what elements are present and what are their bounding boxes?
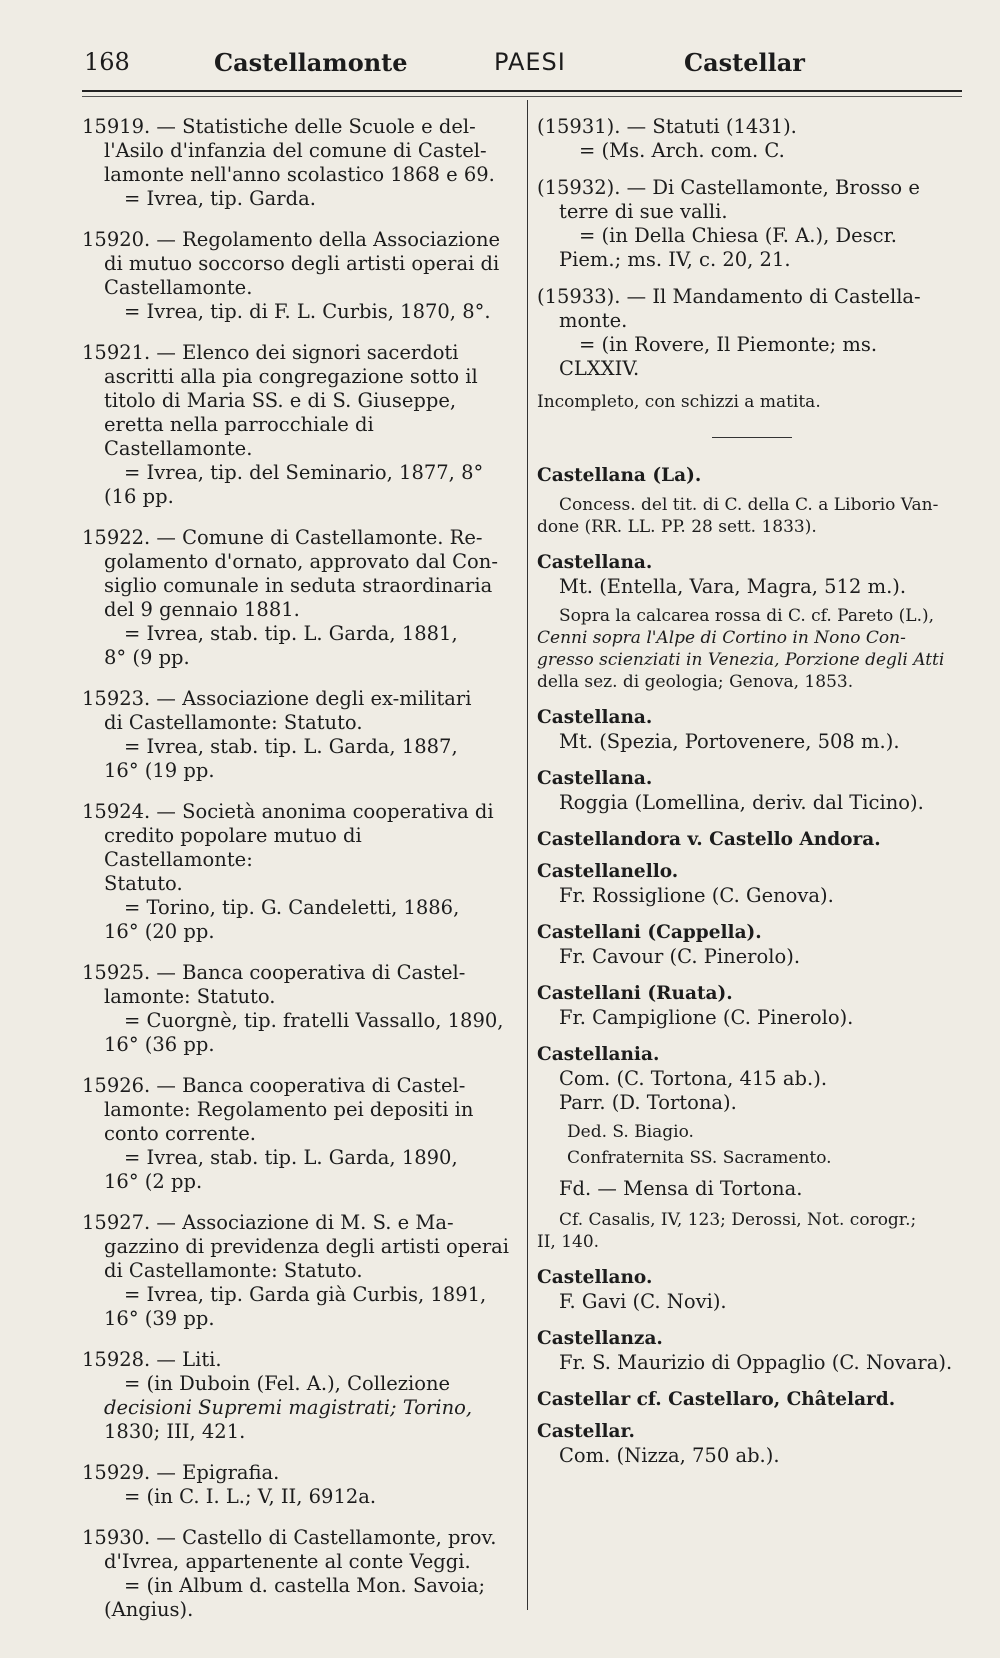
entry-line: lamonte: Regolamento pei depositi in (104, 1098, 474, 1121)
entry-note: Incompleto, con schizzi a matita. (537, 392, 821, 412)
entry-line: di Castellamonte: Statuto. (104, 711, 363, 734)
entry-heading: Castellandora v. Castello Andora. (537, 829, 881, 850)
entry-line: Confraternita SS. Sacramento. (567, 1148, 832, 1168)
entry-castellana-la (537, 464, 967, 538)
entry-heading: Castellar cf. Castellaro, Châtelard. (537, 1389, 896, 1410)
entry-line: done (RR. LL. PP. 28 sett. 1833). (537, 517, 817, 537)
entry-15933 (537, 285, 967, 413)
entry-castellana-spezia (537, 706, 967, 754)
entry-15919 (82, 115, 512, 211)
entry-line: 16° (36 pp. (104, 1033, 215, 1056)
entry-line: = Cuorgnè, tip. fratelli Vassallo, 1890, (124, 1009, 504, 1032)
entry-line: 15922. — Comune di Castellamonte. Re- (82, 526, 483, 549)
entry-heading: Castellar. (537, 1421, 635, 1442)
entry-line: 16° (2 pp. (104, 1170, 203, 1193)
entry-line: gresso scienziati in Venezia, Porzione degli Atti (537, 650, 945, 670)
entry-line: (15932). — Di Castellamonte, Brosso e (537, 176, 920, 199)
entry-line: 15920. — Regolamento della Associazione (82, 228, 501, 251)
entry-line: l'Asilo d'infanzia del comune di Castel- (104, 139, 487, 162)
header-center-title: PAESI (494, 48, 566, 76)
left-column (82, 115, 512, 1639)
page-number: 168 (84, 48, 130, 76)
entry-line: decisioni Supremi magistrati; Torino, (104, 1396, 473, 1419)
entry-castellanello (537, 860, 967, 908)
entry-line: Ded. S. Biagio. (567, 1122, 694, 1142)
entry-line: = (in Album d. castella Mon. Savoia; (124, 1574, 486, 1597)
entry-line: = Torino, tip. G. Candeletti, 1886, (124, 896, 460, 919)
header-right-title: Castellar (684, 48, 805, 77)
entry-15931 (537, 115, 967, 163)
entry-line: F. Gavi (C. Novi). (559, 1290, 727, 1313)
entry-line: Mt. (Spezia, Portovenere, 508 m.). (559, 730, 900, 753)
entry-castellana-entella (537, 551, 967, 693)
entry-line: = Ivrea, stab. tip. L. Garda, 1890, (124, 1146, 458, 1169)
entry-15924 (82, 800, 512, 944)
entry-line: 8° (9 pp. (104, 646, 190, 669)
entry-line: 16° (39 pp. (104, 1307, 215, 1330)
entry-line: (15933). — Il Mandamento di Castella- (537, 285, 921, 308)
entry-line: 1830; III, 421. (104, 1420, 246, 1443)
entry-line: gazzino di previdenza degli artisti operai (104, 1235, 510, 1258)
entry-heading: Castellani (Cappella). (537, 922, 762, 943)
entry-line: = (in Rovere, Il Piemonte; ms. (579, 333, 878, 356)
entry-line: titolo di Maria SS. e di S. Giuseppe, (104, 389, 457, 412)
entry-heading: Castellanello. (537, 861, 679, 882)
entry-line: 15924. — Società anonima cooperativa di (82, 800, 494, 823)
entry-line: conto corrente. (104, 1122, 256, 1145)
entry-heading: Castellana. (537, 707, 653, 728)
entry-line: 16° (20 pp. (104, 920, 215, 943)
entry-line: = Ivrea, stab. tip. L. Garda, 1881, (124, 622, 458, 645)
entry-line: 15927. — Associazione di M. S. e Ma- (82, 1211, 454, 1234)
entry-line: Statuto. (104, 872, 183, 895)
entry-line: 15929. — Epigrafia. (82, 1461, 280, 1484)
entry-heading: Castellania. (537, 1044, 660, 1065)
entry-line: 15921. — Elenco dei signori sacerdoti (82, 341, 459, 364)
entry-line: Cenni sopra l'Alpe di Cortino in Nono Con- (537, 628, 906, 648)
entry-line: Castellamonte. (104, 276, 253, 299)
entry-line: lamonte: Statuto. (104, 985, 276, 1008)
entry-line: (Angius). (104, 1598, 194, 1621)
entry-heading: Castellana (La). (537, 465, 702, 486)
header-left-title: Castellamonte (214, 48, 408, 77)
entry-line: Sopra la calcarea rossa di C. cf. Pareto (L.), (559, 606, 935, 626)
entry-line: II, 140. (537, 1232, 600, 1252)
entry-line: 15926. — Banca cooperativa di Castel- (82, 1074, 466, 1097)
header-rule-thin (82, 96, 962, 97)
entry-heading: Castellanza. (537, 1328, 663, 1349)
entry-heading: Castellana. (537, 552, 653, 573)
entry-15920 (82, 228, 512, 324)
entry-15926 (82, 1074, 512, 1194)
entry-castellani-cappella (537, 921, 967, 969)
header-rule (82, 90, 962, 92)
entry-line: eretta nella parrocchiale di Castellamonte. (104, 413, 374, 460)
entry-line: della sez. di geologia; Genova, 1853. (537, 672, 854, 692)
entry-line: = (in C. I. L.; V, II, 6912a. (124, 1485, 377, 1508)
entry-line: = Ivrea, tip. del Seminario, 1877, 8° (124, 461, 484, 484)
entry-castellandora (537, 828, 967, 852)
entry-line: Fr. Campiglione (C. Pinerolo). (559, 1006, 854, 1029)
entry-line: Concess. del tit. di C. della C. a Liborio Van- (559, 495, 939, 515)
entry-line: = (in Della Chiesa (F. A.), Descr. (579, 224, 897, 247)
entry-line: Fr. Cavour (C. Pinerolo). (559, 945, 801, 968)
entry-line: terre di sue valli. (559, 200, 728, 223)
running-header (84, 48, 964, 88)
entry-line: 15923. — Associazione degli ex-militari (82, 687, 472, 710)
entry-castellania (537, 1043, 967, 1253)
entry-castellani-ruata (537, 982, 967, 1030)
entry-castellar-cf (537, 1388, 967, 1412)
entry-castellano (537, 1266, 967, 1314)
entry-line: Mt. (Entella, Vara, Magra, 512 m.). (559, 575, 907, 598)
entry-line: = (in Duboin (Fel. A.), Collezione (124, 1372, 451, 1395)
entry-line: = Ivrea, stab. tip. L. Garda, 1887, (124, 735, 458, 758)
entry-line: Fr. Rossiglione (C. Genova). (559, 884, 834, 907)
entry-line: golamento d'ornato, approvato dal Con- (104, 550, 498, 573)
entry-line: 15930. — Castello di Castellamonte, prov. (82, 1526, 497, 1549)
entry-line: di Castellamonte: Statuto. (104, 1259, 363, 1282)
entry-line: credito popolare mutuo di Castellamonte: (104, 824, 362, 871)
entry-15921 (82, 341, 512, 509)
entry-15927 (82, 1211, 512, 1331)
right-column (537, 115, 967, 1481)
entry-line: Fd. — Mensa di Tortona. (559, 1177, 803, 1200)
entry-line: 16° (19 pp. (104, 759, 215, 782)
entry-15925 (82, 961, 512, 1057)
entry-line: d'Ivrea, appartenente al conte Veggi. (104, 1550, 471, 1573)
entry-line: Parr. (D. Tortona). (559, 1091, 737, 1114)
entry-heading: Castellana. (537, 768, 653, 789)
entry-line: (15931). — Statuti (1431). (537, 115, 797, 138)
entry-line: CLXXIV. (559, 357, 640, 380)
entry-line: 15925. — Banca cooperativa di Castel- (82, 961, 466, 984)
entry-line: = Ivrea, tip. di F. L. Curbis, 1870, 8°. (124, 300, 491, 323)
entry-15932 (537, 176, 967, 272)
entry-line: = Ivrea, tip. Garda già Curbis, 1891, (124, 1283, 487, 1306)
entry-line: Piem.; ms. IV, c. 20, 21. (559, 248, 791, 271)
entry-15922 (82, 526, 512, 670)
entry-line: Roggia (Lomellina, deriv. dal Ticino). (559, 791, 924, 814)
entry-line: 15919. — Statistiche delle Scuole e del- (82, 115, 476, 138)
entry-line: Fr. S. Maurizio di Oppaglio (C. Novara). (559, 1351, 953, 1374)
entry-line: Cf. Casalis, IV, 123; Derossi, Not. corogr.; (559, 1210, 917, 1230)
section-separator (712, 437, 792, 438)
entry-castellanza (537, 1327, 967, 1375)
entry-line: = Ivrea, tip. Garda. (124, 187, 316, 210)
entry-line: di mutuo soccorso degli artisti operai di (104, 252, 500, 275)
entry-line: siglio comunale in seduta straordinaria (104, 574, 493, 597)
entry-line: del 9 gennaio 1881. (104, 598, 300, 621)
entry-15928 (82, 1348, 512, 1444)
entry-line: 15928. — Liti. (82, 1348, 222, 1371)
entry-line: Com. (Nizza, 750 ab.). (559, 1444, 780, 1467)
entry-heading: Castellani (Ruata). (537, 983, 733, 1004)
entry-castellana-roggia (537, 767, 967, 815)
entry-line: = (Ms. Arch. com. C. (579, 139, 785, 162)
entry-line: lamonte nell'anno scolastico 1868 e 69. (104, 163, 495, 186)
entry-15930 (82, 1526, 512, 1622)
entry-heading: Castellano. (537, 1267, 653, 1288)
entry-line: monte. (559, 309, 628, 332)
entry-castellar (537, 1420, 967, 1468)
entry-line: Com. (C. Tortona, 415 ab.). (559, 1067, 828, 1090)
entry-15929 (82, 1461, 512, 1509)
column-divider (527, 100, 528, 1610)
entry-line: (16 pp. (104, 485, 174, 508)
entry-15923 (82, 687, 512, 783)
entry-line: ascritti alla pia congregazione sotto il (104, 365, 478, 388)
